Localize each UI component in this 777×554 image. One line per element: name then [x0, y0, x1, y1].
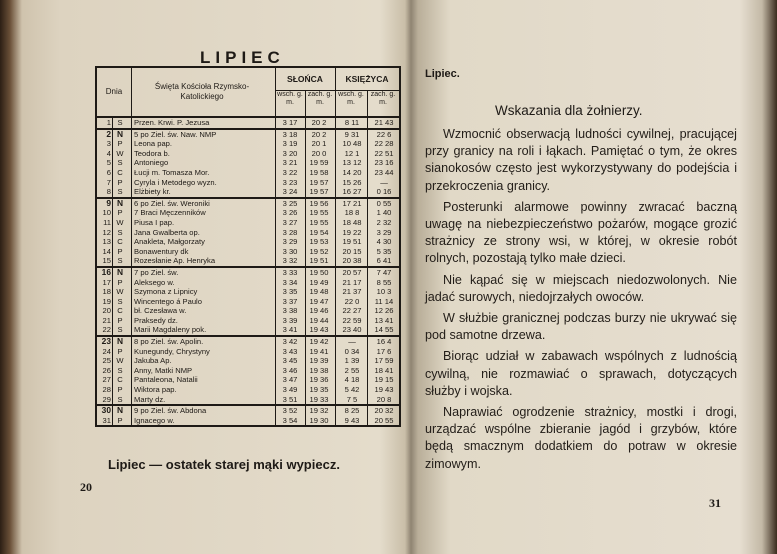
day-number: 15 — [102, 256, 111, 266]
sunrise: 3 17 — [282, 118, 298, 127]
sunset: 19 53 — [309, 237, 329, 247]
day-number: 13 — [102, 237, 111, 247]
calendar-row — [97, 228, 399, 238]
column-rule — [275, 68, 276, 425]
calendar-row — [97, 347, 399, 357]
sunrise: 3 32 — [282, 256, 298, 266]
sunset: 19 55 — [309, 217, 329, 227]
weekday-letter: S — [117, 256, 123, 266]
sunset: 19 50 — [309, 267, 329, 277]
calendar-body — [97, 118, 399, 425]
calendar-row — [97, 297, 399, 307]
moonset: 0 55 — [376, 198, 392, 208]
sunset: 19 33 — [309, 394, 329, 404]
moonrise: 18 48 — [342, 217, 362, 227]
header-divider — [275, 90, 399, 91]
day-number: 6 — [106, 167, 111, 177]
calendar-header — [97, 68, 399, 118]
moonrise: 1 39 — [344, 356, 360, 366]
moonset: 10 3 — [376, 287, 392, 297]
proverb: Lipiec — ostatek starej mąki wypiecz. — [108, 457, 340, 472]
day-number: 23 — [101, 336, 111, 347]
sunset: 19 54 — [309, 227, 329, 237]
weekday-letter: C — [117, 237, 123, 247]
feast-name: Cyryla i Metodego wyzn. — [134, 177, 217, 187]
header-sun-rise: wsch. g. m. — [277, 91, 303, 106]
feast-name: Rozesłanie Ap. Henryka — [134, 256, 216, 266]
moonrise: 8 25 — [344, 406, 360, 416]
sunset: 19 41 — [309, 346, 329, 356]
weekday-letter: P — [117, 277, 123, 287]
calendar-row — [97, 385, 399, 395]
moonrise: 9 31 — [344, 129, 360, 139]
feast-name: Jakuba Ap. — [134, 356, 172, 366]
sunrise: 3 41 — [282, 325, 298, 335]
weekday-letter: W — [116, 287, 124, 297]
moonset: 3 29 — [376, 227, 392, 237]
calendar-row — [97, 278, 399, 288]
header-sun: SŁOŃCA — [287, 74, 323, 84]
feast-name: Anakleta, Małgorzaty — [134, 237, 205, 247]
calendar-row — [97, 218, 399, 228]
day-number: 20 — [102, 306, 111, 316]
weekday-letter: N — [116, 405, 124, 416]
feast-name: Marty dz. — [134, 394, 166, 404]
sunrise: 3 54 — [282, 415, 298, 425]
feast-name: Wincentego á Paulo — [134, 296, 202, 306]
moonrise: 19 22 — [342, 227, 362, 237]
day-number: 1 — [106, 118, 111, 127]
sunset: 19 58 — [309, 167, 329, 177]
moonset: 19 43 — [374, 385, 394, 395]
sunrise: 3 21 — [282, 158, 298, 168]
feast-name: Antoniego — [134, 158, 169, 168]
day-number: 17 — [102, 277, 111, 287]
sunset: 20 2 — [311, 118, 327, 127]
calendar-row — [97, 406, 399, 416]
moonset: 2 32 — [376, 217, 392, 227]
sunrise: 3 18 — [282, 129, 298, 139]
moonset: 7 47 — [376, 267, 392, 277]
sunset: 19 57 — [309, 187, 329, 197]
moonrise: 21 37 — [342, 287, 362, 297]
sunset: 19 48 — [309, 287, 329, 297]
calendar-row — [97, 187, 399, 197]
moonrise: 2 55 — [344, 365, 360, 375]
day-number: 30 — [101, 405, 111, 416]
sunrise: 3 49 — [282, 385, 298, 395]
day-number: 27 — [102, 375, 111, 385]
sunset: 19 39 — [309, 356, 329, 366]
sunset: 19 56 — [309, 198, 329, 208]
column-rule — [367, 90, 368, 425]
weekday-letter: S — [117, 187, 123, 197]
moonset: 6 41 — [376, 256, 392, 266]
sunrise: 3 45 — [282, 356, 298, 366]
calendar-row — [97, 366, 399, 376]
moonset: 4 30 — [376, 237, 392, 247]
page-number-right: 31 — [709, 496, 721, 510]
weekday-letter: N — [116, 336, 124, 347]
moonrise: 20 38 — [342, 256, 362, 266]
day-number: 11 — [103, 217, 111, 227]
paragraph: Wzmocnić obserwacją ludności cywilnej, pracującej przy granicy na roli i łąkach. Pamiętać o tym, że okres sianokosów często jest wykorzystywany do podejścia i przekroczenia granicy. — [425, 127, 737, 193]
calendar-row — [97, 208, 399, 218]
moonrise: — — [348, 337, 356, 347]
feast-name: Bonawentury dk — [134, 246, 189, 256]
calendar-row — [97, 118, 399, 128]
right-page — [411, 0, 777, 554]
page-heading: Wskazania dla żołnierzy. — [495, 103, 643, 118]
weekday-letter: C — [117, 167, 123, 177]
calendar-row — [97, 178, 399, 188]
sunrise: 3 52 — [282, 406, 298, 416]
day-number: 21 — [102, 315, 111, 325]
sunrise: 3 33 — [282, 267, 298, 277]
calendar-row — [97, 395, 399, 405]
header-moon-rise: wsch. g. m. — [338, 91, 364, 106]
weekday-letter: S — [117, 227, 123, 237]
week-block — [97, 199, 399, 268]
moonset: 17 6 — [376, 346, 392, 356]
calendar-row — [97, 139, 399, 149]
moonrise: 5 42 — [344, 385, 360, 395]
paragraph: Biorąc udział w zabawach wspólnych z ludnością cywilną, nie rozmawiać o sprawach, dotyczących służby i wojska. — [425, 349, 737, 398]
day-number: 3 — [106, 139, 111, 149]
moonset: 20 55 — [374, 415, 394, 425]
calendar-row — [97, 149, 399, 159]
moonset: 22 6 — [376, 129, 392, 139]
calendar-row — [97, 237, 399, 247]
moonrise: 17 21 — [342, 198, 362, 208]
feast-name: Piusa I pap. — [134, 217, 175, 227]
sunrise: 3 37 — [282, 296, 298, 306]
sunrise: 3 29 — [282, 237, 298, 247]
feast-name: Przen. Krwi. P. Jezusa — [134, 118, 210, 127]
day-number: 19 — [102, 296, 111, 306]
moonset: 0 16 — [376, 187, 392, 197]
calendar-row — [97, 356, 399, 366]
sunset: 19 47 — [309, 296, 329, 306]
day-number: 24 — [102, 346, 111, 356]
column-rule — [305, 90, 306, 425]
feast-name: Pantaleona, Natalii — [134, 375, 198, 385]
sunset: 20 2 — [311, 129, 327, 139]
moonrise: 15 26 — [342, 177, 362, 187]
day-number: 31 — [102, 415, 111, 425]
feast-name: Praksedy dz. — [134, 315, 178, 325]
feast-name: Łucji m. Tomasza Mor. — [134, 167, 210, 177]
paragraph: Posterunki alarmowe powinny zwracać baczną uwagę na niebezpieczeństwo pożarów, mogące grozić strażnicy ze strony wsi, w której, w okresie robót rolnych, pozostają tylko małe dzieci. — [425, 199, 737, 266]
moonset: 23 44 — [374, 167, 394, 177]
moonrise: 20 15 — [342, 246, 362, 256]
feast-name: Ignacego w. — [134, 415, 175, 425]
moonset: 11 14 — [374, 296, 394, 306]
sunset: 20 0 — [311, 148, 327, 158]
feast-name: Leona pap. — [134, 139, 173, 149]
moonset: 22 28 — [374, 139, 394, 149]
moonrise: 4 18 — [344, 375, 360, 385]
feast-name: Marii Magdaleny pok. — [134, 325, 207, 335]
calendar-row — [97, 268, 399, 278]
sunrise: 3 38 — [282, 306, 298, 316]
weekday-letter: P — [117, 346, 123, 356]
day-number: 7 — [106, 177, 111, 187]
sunrise: 3 27 — [282, 217, 298, 227]
calendar-row — [97, 247, 399, 257]
moonrise: 0 34 — [344, 346, 360, 356]
weekday-letter: P — [117, 246, 123, 256]
column-rule — [112, 116, 113, 425]
paragraph: Naprawiać ogrodzenie strażnicy, mostki i drogi, urządzać wspólne zbieranie jagód i grzybów, które będą smacznym dodatkiem do potraw w okresie zimowym. — [425, 405, 737, 471]
sunrise: 3 39 — [282, 315, 298, 325]
sunset: 19 42 — [309, 337, 329, 347]
header-day: Dnia — [105, 87, 123, 96]
weekday-letter: N — [116, 128, 124, 139]
sunrise: 3 47 — [282, 375, 298, 385]
sunset: 19 36 — [309, 375, 329, 385]
month-label: Lipiec. — [425, 68, 460, 80]
weekday-letter: W — [116, 148, 124, 158]
moonrise: 14 20 — [342, 167, 362, 177]
sunrise: 3 26 — [282, 208, 298, 218]
feast-name: Szymona z Lipnicy — [134, 287, 198, 297]
calendar-row — [97, 287, 399, 297]
calendar-row — [97, 158, 399, 168]
sunset: 19 46 — [309, 306, 329, 316]
day-number: 5 — [106, 158, 111, 168]
weekday-letter: S — [117, 158, 123, 168]
sunrise: 3 43 — [282, 346, 298, 356]
sunset: 19 44 — [309, 315, 329, 325]
weekday-letter: S — [117, 118, 123, 127]
moonset: 21 43 — [374, 118, 394, 127]
sunset: 19 35 — [309, 385, 329, 395]
moonset: 12 26 — [374, 306, 394, 316]
sunset: 19 38 — [309, 365, 329, 375]
sunrise: 3 51 — [282, 394, 298, 404]
feast-name: 9 po Ziel. św. Abdona — [134, 406, 207, 416]
calendar-table — [95, 66, 401, 427]
week-block — [97, 130, 399, 199]
moonset: 22 51 — [374, 148, 394, 158]
day-number: 29 — [102, 394, 111, 404]
moonrise: 19 51 — [342, 237, 362, 247]
calendar-row — [97, 168, 399, 178]
moonset: 13 41 — [374, 315, 394, 325]
sunrise: 3 46 — [282, 365, 298, 375]
moonset: 1 40 — [376, 208, 392, 218]
sunset: 19 52 — [309, 246, 329, 256]
day-number: 26 — [102, 365, 111, 375]
column-rule — [335, 68, 336, 425]
feast-name: Teodora b. — [134, 148, 170, 158]
week-block — [97, 406, 399, 425]
week-block — [97, 268, 399, 337]
page-number-left: 20 — [80, 480, 92, 494]
weekday-letter: C — [117, 375, 123, 385]
sunrise: 3 24 — [282, 187, 298, 197]
sunrise: 3 22 — [282, 167, 298, 177]
weekday-letter: N — [116, 197, 124, 208]
instructions-text — [425, 126, 737, 477]
weekday-letter: W — [116, 356, 124, 366]
moonrise: 8 11 — [344, 118, 360, 127]
calendar-row — [97, 130, 399, 140]
sunset: 19 59 — [309, 158, 329, 168]
moonset: 19 15 — [374, 375, 394, 385]
sunset: 19 30 — [309, 415, 329, 425]
day-number: 22 — [102, 325, 111, 335]
day-number: 10 — [102, 208, 111, 218]
week-block — [97, 337, 399, 406]
weekday-letter: S — [117, 325, 123, 335]
feast-name: Aleksego w. — [134, 277, 175, 287]
column-rule — [131, 68, 132, 425]
day-number: 25 — [102, 356, 111, 366]
sunrise: 3 20 — [282, 148, 298, 158]
feast-name: 6 po Ziel. św. Weroniki — [134, 198, 210, 208]
day-number: 28 — [102, 385, 111, 395]
feast-name: Anny, Matki NMP — [134, 365, 193, 375]
weekday-letter: N — [116, 266, 124, 277]
header-feasts: Święta Kościoła Rzymsko-Katolickiego — [154, 82, 250, 101]
weekday-letter: P — [117, 177, 123, 187]
weekday-letter: P — [117, 315, 123, 325]
moonset: 16 4 — [376, 337, 392, 347]
weekday-letter: P — [117, 139, 123, 149]
feast-name: Elżbiety kr. — [134, 187, 171, 197]
calendar-row — [97, 375, 399, 385]
day-number: 12 — [102, 227, 111, 237]
calendar-row — [97, 337, 399, 347]
paragraph: Nie kąpać się w miejscach niedozwolonych. Nie jadać surowych, niedojrzałych owoców. — [425, 272, 737, 304]
day-number: 4 — [106, 148, 111, 158]
weekday-letter: S — [117, 365, 123, 375]
weekday-letter: P — [117, 208, 123, 218]
feast-name: 7 po Ziel. św. — [134, 267, 179, 277]
moonrise: 9 43 — [344, 415, 360, 425]
moonrise: 10 48 — [342, 139, 362, 149]
moonrise: 23 40 — [342, 325, 362, 335]
calendar-row — [97, 325, 399, 335]
moonset: 20 8 — [376, 394, 392, 404]
weekday-letter: S — [117, 296, 123, 306]
calendar-row — [97, 256, 399, 266]
sunrise: 3 19 — [282, 139, 298, 149]
calendar-row — [97, 416, 399, 426]
moonset: 23 16 — [374, 158, 394, 168]
weekday-letter: C — [117, 306, 123, 316]
header-moon: KSIĘŻYCA — [345, 74, 389, 84]
moonset: 5 35 — [376, 246, 392, 256]
sunset: 19 32 — [309, 406, 329, 416]
calendar-title: LIPIEC — [200, 48, 285, 67]
sunset: 19 57 — [309, 177, 329, 187]
sunset: 19 43 — [309, 325, 329, 335]
moonset: 20 32 — [374, 406, 394, 416]
calendar-row — [97, 306, 399, 316]
sunrise: 3 35 — [282, 287, 298, 297]
sunrise: 3 34 — [282, 277, 298, 287]
moonrise: 16 27 — [342, 187, 362, 197]
sunrise: 3 25 — [282, 198, 298, 208]
header-moon-set: zach. g. m. — [370, 91, 396, 106]
sunrise: 3 42 — [282, 337, 298, 347]
day-number: 16 — [101, 266, 111, 277]
moonrise: 13 12 — [342, 158, 362, 168]
moonrise: 7 5 — [346, 394, 358, 404]
moonrise: 22 59 — [342, 315, 362, 325]
sunset: 19 51 — [309, 256, 329, 266]
weekday-letter: P — [117, 385, 123, 395]
day-number: 18 — [102, 287, 111, 297]
moonrise: 18 8 — [344, 208, 360, 218]
moonset: 17 59 — [374, 356, 394, 366]
paragraph: W służbie granicznej podczas burzy nie ukrywać się pod samotne drzewa. — [425, 311, 737, 343]
sunset: 19 55 — [309, 208, 329, 218]
moonset: 8 55 — [376, 277, 392, 287]
sunset: 19 49 — [309, 277, 329, 287]
sunset: 20 1 — [311, 139, 327, 149]
moonrise: 20 57 — [342, 267, 362, 277]
weekday-letter: P — [117, 415, 123, 425]
moonrise: 22 27 — [342, 306, 362, 316]
feast-name: 8 po Ziel. św. Apolin. — [134, 337, 204, 347]
weekday-letter: S — [117, 394, 123, 404]
feast-name: bł. Czesława w. — [134, 306, 187, 316]
calendar-row — [97, 316, 399, 326]
day-number: 8 — [106, 187, 111, 197]
sunrise: 3 28 — [282, 227, 298, 237]
day-number: 14 — [102, 246, 111, 256]
feast-name: 5 po Ziel. św. Naw. NMP — [134, 129, 217, 139]
feast-name: 7 Braci Męczenników — [134, 208, 206, 218]
moonrise: 21 17 — [342, 277, 362, 287]
moonrise: 22 0 — [344, 296, 360, 306]
day-number: 2 — [106, 128, 111, 139]
moonset: 14 55 — [374, 325, 394, 335]
feast-name: Wiktora pap. — [134, 385, 177, 395]
sunrise: 3 23 — [282, 177, 298, 187]
week-block — [97, 118, 399, 130]
day-number: 9 — [106, 197, 111, 208]
calendar-row — [97, 199, 399, 209]
weekday-letter: W — [116, 217, 124, 227]
moonset: 18 41 — [374, 365, 394, 375]
sunrise: 3 30 — [282, 246, 298, 256]
feast-name: Jana Gwalberta op. — [134, 227, 200, 237]
moonrise: 12 1 — [344, 148, 360, 158]
header-sun-set: zach. g. m. — [307, 91, 333, 106]
moonset: — — [380, 177, 388, 187]
feast-name: Kunegundy, Chrystyny — [134, 346, 210, 356]
